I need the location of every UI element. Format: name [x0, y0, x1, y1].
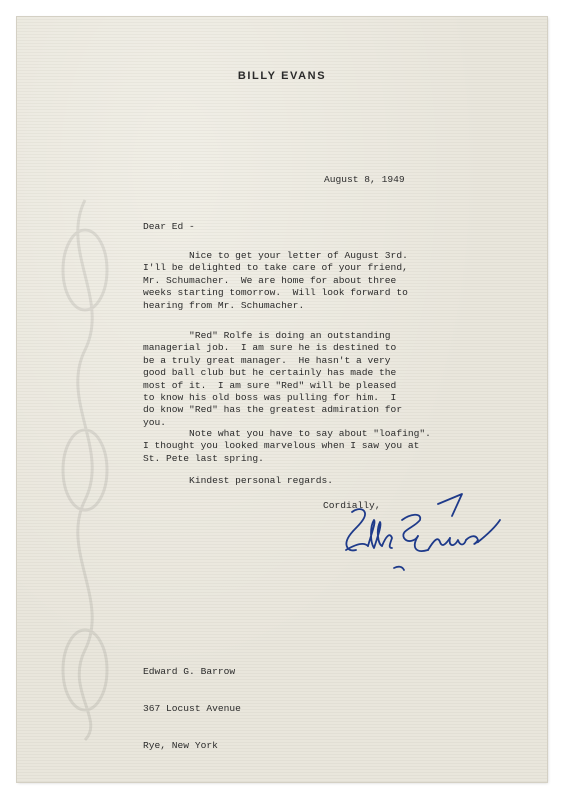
- salutation: Dear Ed -: [143, 221, 195, 232]
- signoff: Cordially,: [323, 500, 381, 511]
- handwritten-signature: [338, 486, 508, 586]
- letterhead-name: BILLY EVANS: [237, 70, 327, 82]
- body-paragraph-2: "Red" Rolfe is doing an outstanding managerial job. I am sure he is destined to be a truly great manager. He hasn't a very good ball club but he certainly has made the most of it. I am sure "Red" will be pleased to know his old boss was pulling for him. I do know "Red" has the greatest admiration for you.: [143, 330, 403, 428]
- closing-line: Kindest personal regards.: [143, 475, 333, 486]
- body-paragraph-1: Nice to get your letter of August 3rd. I'll be delighted to take care of your friend, Mr. Schumacher. We are home for about three weeks starting tomorrow. Will look forward to hearing from Mr. Schumacher.: [143, 250, 408, 311]
- body-paragraph-3: Note what you have to say about "loafing". I thought you looked marvelous when I saw you at St. Pete last spring.: [143, 428, 431, 464]
- recipient-address: [143, 641, 241, 777]
- recipient-name: Edward G. Barrow: [143, 665, 236, 677]
- letter-date: August 8, 1949: [324, 174, 405, 185]
- recipient-city: Rye, New York: [143, 740, 218, 752]
- recipient-street: 367 Locust Avenue: [143, 703, 241, 715]
- watermark-graphic: [40, 190, 130, 750]
